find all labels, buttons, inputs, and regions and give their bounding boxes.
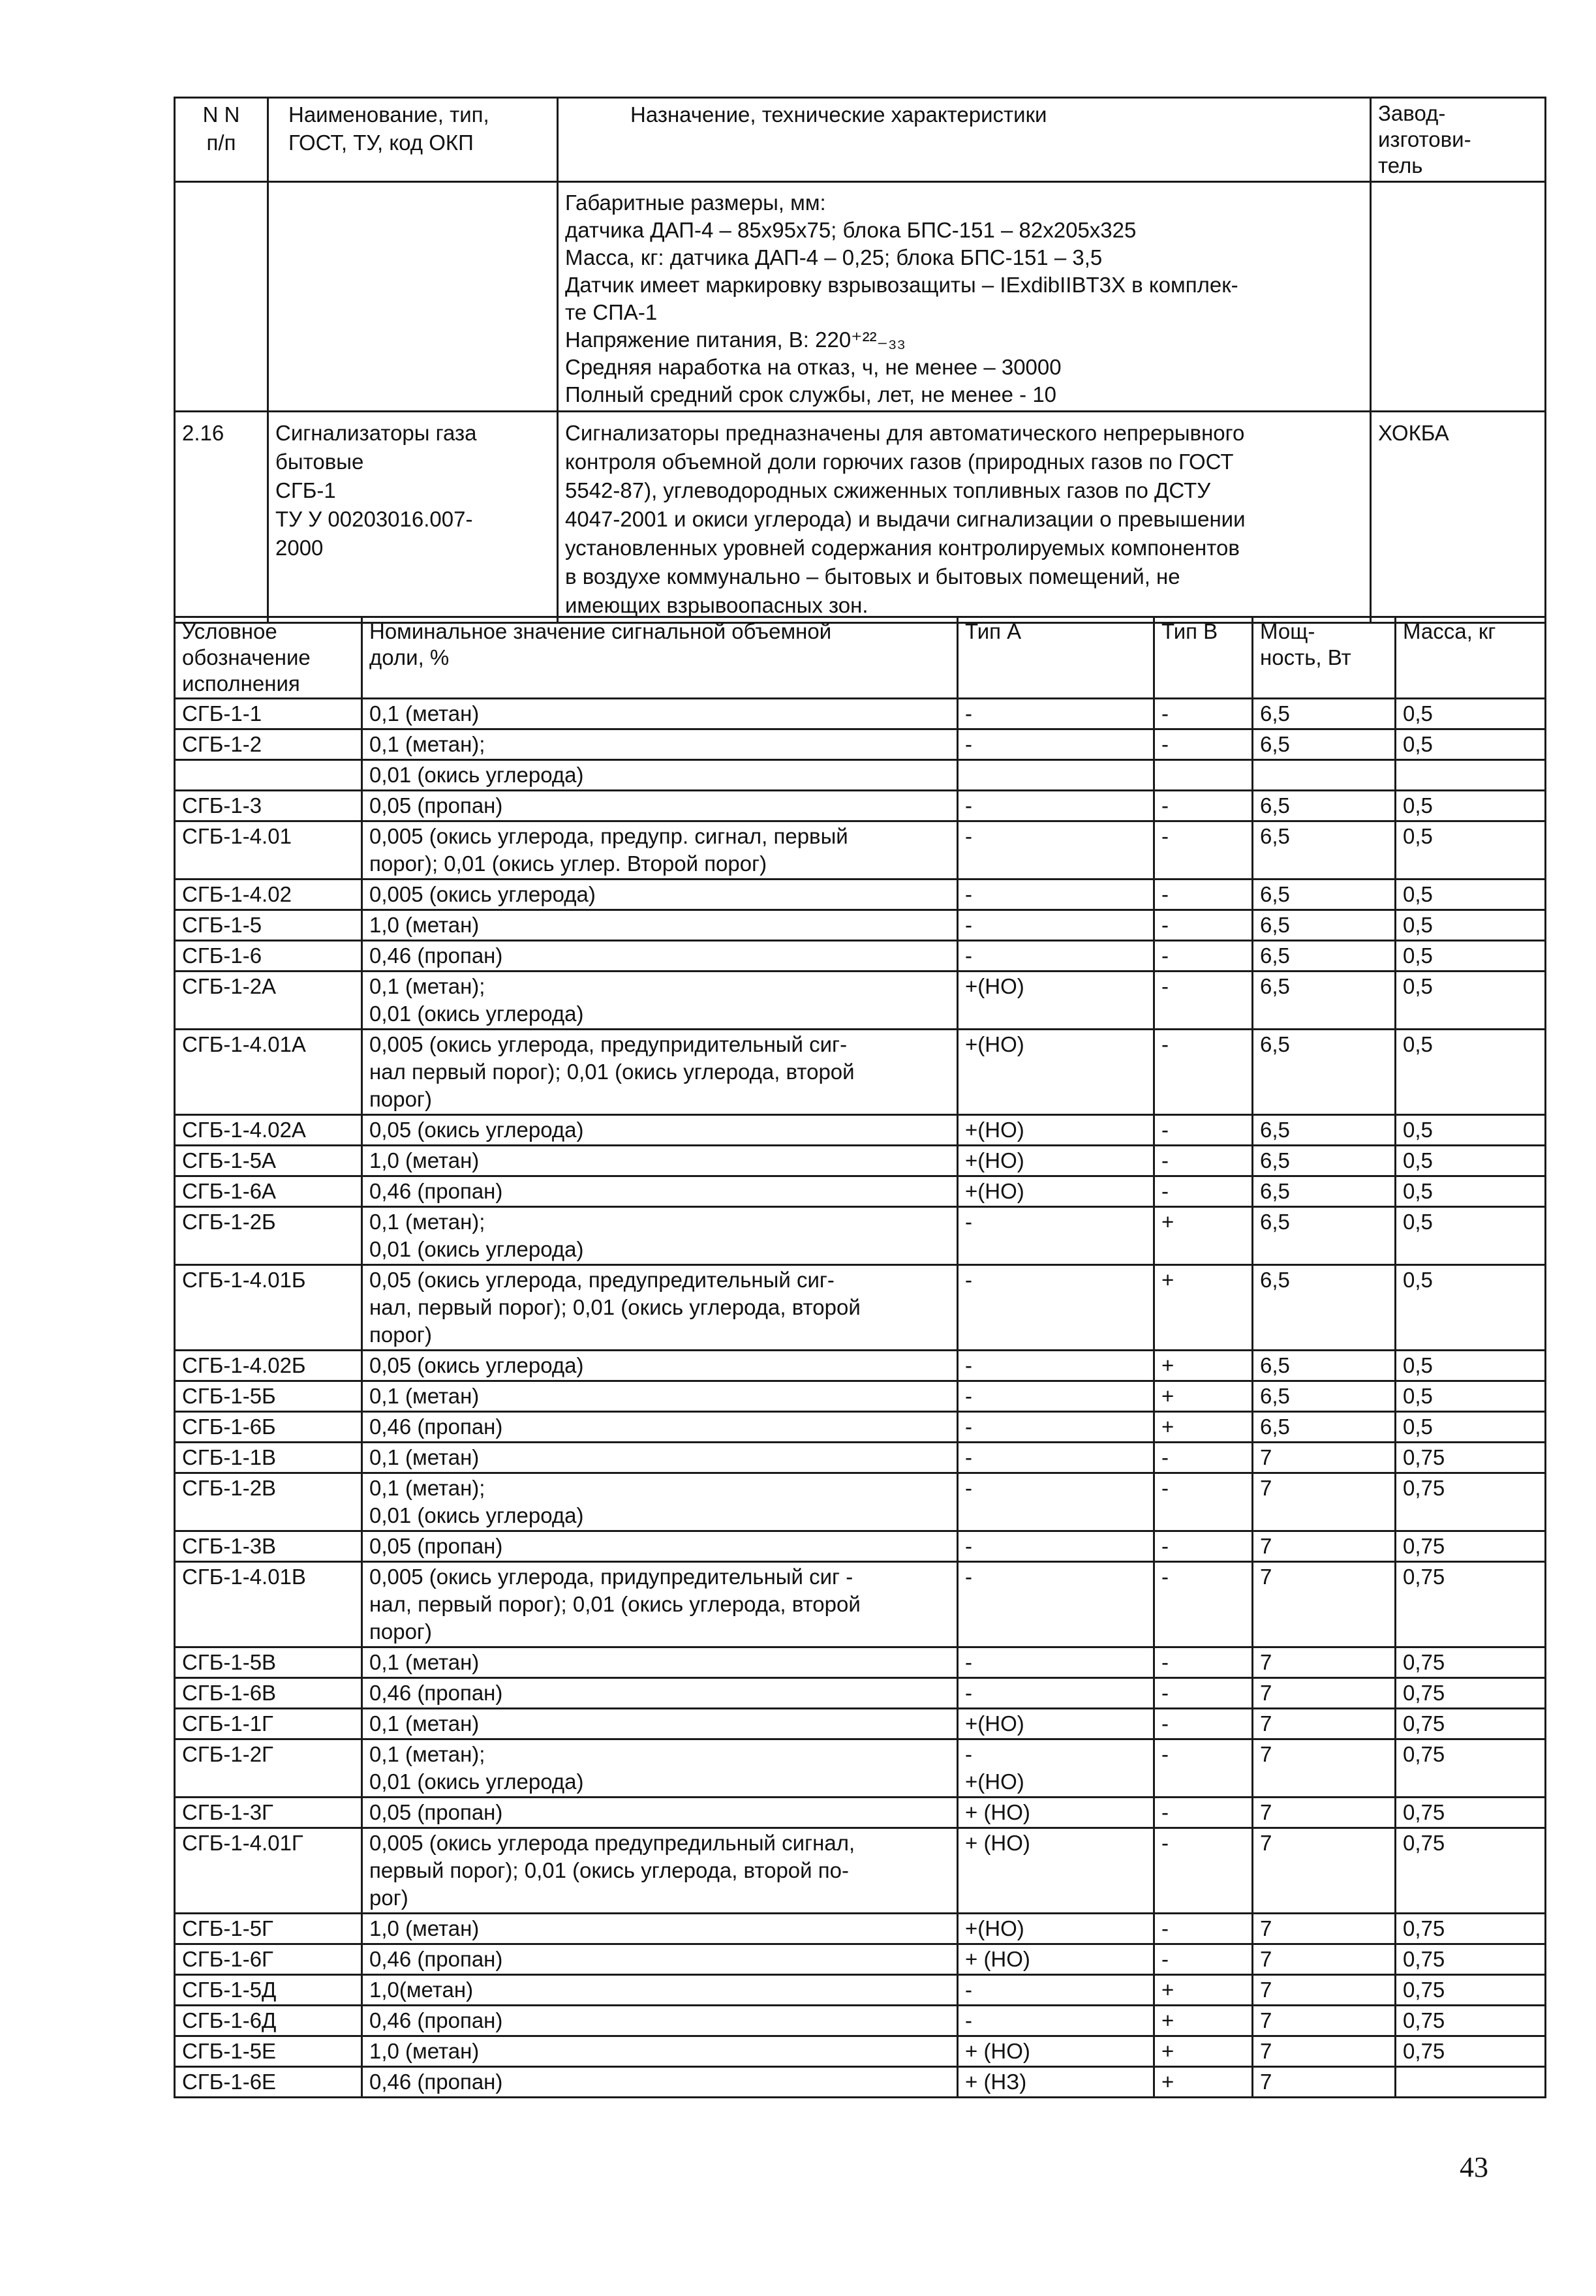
table-row [175,1381,1546,1412]
spec-cell-mass: 0,5 [1396,880,1546,910]
spec-cell-power: 7 [1253,1709,1396,1739]
spec-cell-designation: СГБ-1-6В [175,1678,362,1709]
spec-cell-mass: 0,5 [1396,1412,1546,1443]
spec-header-row [175,617,1546,699]
spec-cell-mass: 0,75 [1396,1828,1546,1914]
spec-cell-mass: 0,75 [1396,2006,1546,2036]
spec-cell-designation: СГБ-1-2А [175,972,362,1030]
spec-cell-mass: 0,5 [1396,1265,1546,1351]
header-name: Наименование, тип, ГОСТ, ТУ, код ОКП [268,98,558,182]
spec-cell-signal-value: 0,005 (окись углерода, предупр. сигнал, первый порог); 0,01 (окись углер. Второй порог) [362,821,958,880]
spec-cell-mass: 0,5 [1396,972,1546,1030]
spec-cell-type-a: - +(НО) [958,1739,1154,1798]
spec-cell-designation: СГБ-1-5Е [175,2036,362,2067]
spec-cell-mass: 0,5 [1396,821,1546,880]
spec-cell-signal-value: 0,1 (метан); [362,729,958,760]
spec-cell-power: 6,5 [1253,880,1396,910]
table-row [175,1709,1546,1739]
spec-cell-designation: СГБ-1-1 [175,699,362,729]
spec-cell-designation: СГБ-1-2Г [175,1739,362,1798]
spec-cell-mass: 0,5 [1396,1176,1546,1207]
spec-cell-type-a: - [958,1531,1154,1562]
spec-cell-type-b: - [1154,1531,1253,1562]
spec-cell-signal-value: 0,46 (пропан) [362,1412,958,1443]
spec-cell-mass [1396,760,1546,791]
spec-cell-signal-value: 0,05 (окись углерода) [362,1351,958,1381]
spec-cell-type-a: +(НО) [958,1709,1154,1739]
spec-cell-power: 7 [1253,1739,1396,1798]
table-row [175,821,1546,880]
spec-cell-type-a: - [958,1351,1154,1381]
spec-cell-designation: СГБ-1-6А [175,1176,362,1207]
spec-cell-mass: 0,75 [1396,1473,1546,1531]
header-num: N N п/п [175,98,268,182]
spec-cell-mass: 0,5 [1396,1115,1546,1146]
spec-cell-designation: СГБ-1-4.01В [175,1562,362,1647]
spec-cell-type-b: - [1154,791,1253,821]
spec-table [174,616,1546,2098]
table-row [175,880,1546,910]
spec-cell-type-a: - [958,821,1154,880]
table-row [175,1798,1546,1828]
spec-cell-type-b: + [1154,1381,1253,1412]
table-row [175,1562,1546,1647]
spec-cell-mass: 0,5 [1396,1030,1546,1115]
spec-cell-mass: 0,75 [1396,1678,1546,1709]
continuation-manufacturer [1371,182,1546,412]
spec-cell-type-a: - [958,910,1154,941]
item-num: 2.16 [175,412,268,623]
spec-cell-type-a: - [958,1412,1154,1443]
spec-cell-power: 7 [1253,1975,1396,2006]
spec-cell-type-a: + (НО) [958,1828,1154,1914]
spec-cell-type-a: + (НЗ) [958,2067,1154,2098]
table-row [175,1351,1546,1381]
spec-cell-signal-value: 0,05 (пропан) [362,791,958,821]
spec-cell-mass: 0,75 [1396,1647,1546,1678]
spec-cell-type-b: - [1154,1146,1253,1176]
spec-cell-type-a: - [958,1647,1154,1678]
continuation-num [175,182,268,412]
continuation-specs: Габаритные размеры, мм: датчика ДАП-4 – 85х95х75; блока БПС-151 – 82х205х325 Масса, кг: датчика ДАП-4 – 0,25; блока БПС-151 – 3,5 Датчик имеет маркировку взрывозащиты – IExdibIIBT3X в комплек- те СПА-1 Напряжение питания, В: 220⁺²²₋₃₃ Средняя наработка на отказ, ч, не менее – 30000 Полный средний срок службы, лет, не менее - 10 [558,182,1371,412]
spec-cell-designation: СГБ-1-5А [175,1146,362,1176]
spec-cell-designation: СГБ-1-5 [175,910,362,941]
spec-cell-mass: 0,5 [1396,699,1546,729]
spec-cell-designation: СГБ-1-5Д [175,1975,362,2006]
spec-cell-signal-value: 0,1 (метан) [362,1381,958,1412]
spec-cell-type-b: + [1154,1351,1253,1381]
spec-cell-type-a: +(НО) [958,1176,1154,1207]
spec-header-type-b: Тип В [1154,617,1253,699]
table-row [175,2006,1546,2036]
spec-cell-designation: СГБ-1-4.01А [175,1030,362,1115]
spec-cell-type-a: - [958,2006,1154,2036]
spec-cell-signal-value: 0,05 (пропан) [362,1531,958,1562]
spec-cell-mass: 0,5 [1396,1207,1546,1265]
spec-cell-signal-value: 0,01 (окись углерода) [362,760,958,791]
spec-cell-power: 7 [1253,2067,1396,2098]
table-row [175,1030,1546,1115]
spec-cell-type-b: - [1154,1473,1253,1531]
table-row [175,1678,1546,1709]
spec-cell-signal-value: 0,46 (пропан) [362,1944,958,1975]
table-row [175,941,1546,972]
spec-cell-designation: СГБ-1-1В [175,1443,362,1473]
spec-cell-power: 6,5 [1253,1265,1396,1351]
spec-cell-power: 7 [1253,1944,1396,1975]
spec-cell-designation: СГБ-1-5В [175,1647,362,1678]
table-row [175,1412,1546,1443]
spec-cell-power: 6,5 [1253,1146,1396,1176]
spec-cell-signal-value: 0,005 (окись углерода, предупридительный сиг- нал первый порог); 0,01 (окись углерода, второй порог) [362,1030,958,1115]
product-table [174,97,1546,624]
spec-cell-type-a [958,760,1154,791]
spec-cell-mass: 0,75 [1396,1443,1546,1473]
spec-cell-mass: 0,75 [1396,2036,1546,2067]
spec-cell-designation: СГБ-1-4.02 [175,880,362,910]
table-row [175,1975,1546,2006]
spec-cell-power: 6,5 [1253,699,1396,729]
spec-cell-type-b: + [1154,2036,1253,2067]
page-number: 43 [1460,2151,1488,2183]
spec-cell-type-b: - [1154,1678,1253,1709]
spec-cell-mass: 0,75 [1396,1975,1546,2006]
spec-cell-signal-value: 0,46 (пропан) [362,1176,958,1207]
spec-cell-signal-value: 0,1 (метан) [362,1709,958,1739]
spec-cell-power: 6,5 [1253,972,1396,1030]
table-row [175,1207,1546,1265]
spec-cell-power: 6,5 [1253,729,1396,760]
spec-cell-mass: 0,5 [1396,1146,1546,1176]
spec-cell-type-b: - [1154,910,1253,941]
table-row [175,1176,1546,1207]
table-row [175,1146,1546,1176]
spec-cell-signal-value: 1,0 (метан) [362,1914,958,1944]
spec-cell-mass: 0,75 [1396,1914,1546,1944]
table-row [175,699,1546,729]
spec-cell-power: 7 [1253,2036,1396,2067]
spec-cell-power: 6,5 [1253,910,1396,941]
spec-cell-signal-value: 0,46 (пропан) [362,1678,958,1709]
spec-cell-signal-value: 1,0(метан) [362,1975,958,2006]
item-name: Сигнализаторы газа бытовые СГБ-1 ТУ У 00203016.007- 2000 [268,412,558,623]
spec-cell-power: 7 [1253,1828,1396,1914]
spec-cell-power: 7 [1253,1914,1396,1944]
spec-cell-power: 6,5 [1253,1381,1396,1412]
spec-cell-type-a: +(НО) [958,1030,1154,1115]
spec-cell-signal-value: 1,0 (метан) [362,1146,958,1176]
spec-cell-mass: 0,75 [1396,1531,1546,1562]
spec-cell-mass: 0,75 [1396,1562,1546,1647]
spec-cell-type-a: +(НО) [958,1146,1154,1176]
spec-cell-type-a: - [958,1678,1154,1709]
table-row [175,1647,1546,1678]
spec-cell-designation: СГБ-1-6Е [175,2067,362,2098]
spec-cell-signal-value: 0,05 (пропан) [362,1798,958,1828]
spec-cell-type-b: - [1154,1739,1253,1798]
item-manufacturer: ХОКБА [1371,412,1546,623]
spec-cell-mass: 0,5 [1396,729,1546,760]
spec-cell-mass: 0,5 [1396,941,1546,972]
spec-cell-power [1253,760,1396,791]
spec-cell-power: 6,5 [1253,1030,1396,1115]
table-row [175,2067,1546,2098]
spec-cell-designation: СГБ-1-1Г [175,1709,362,1739]
spec-cell-designation: СГБ-1-2В [175,1473,362,1531]
spec-cell-signal-value: 0,005 (окись углерода предупредильный сигнал, первый порог); 0,01 (окись углерода, второй по- рог) [362,1828,958,1914]
spec-cell-power: 7 [1253,1562,1396,1647]
spec-cell-power: 7 [1253,1531,1396,1562]
spec-cell-type-b: - [1154,972,1253,1030]
spec-cell-mass: 0,5 [1396,1381,1546,1412]
spec-cell-designation: СГБ-1-5Г [175,1914,362,1944]
spec-cell-power: 7 [1253,1678,1396,1709]
spec-cell-mass: 0,75 [1396,1739,1546,1798]
spec-cell-type-b: - [1154,1115,1253,1146]
spec-cell-designation: СГБ-1-6 [175,941,362,972]
spec-cell-type-a: - [958,1381,1154,1412]
spec-cell-signal-value: 0,1 (метан) [362,1647,958,1678]
table-row [175,2036,1546,2067]
spec-cell-power: 6,5 [1253,1207,1396,1265]
spec-cell-designation: СГБ-1-6Д [175,2006,362,2036]
spec-cell-power: 7 [1253,2006,1396,2036]
spec-header-type-a: Тип А [958,617,1154,699]
spec-cell-type-a: - [958,880,1154,910]
spec-cell-designation: СГБ-1-4.01Б [175,1265,362,1351]
table-row [175,1265,1546,1351]
spec-cell-signal-value: 1,0 (метан) [362,2036,958,2067]
spec-cell-type-b [1154,760,1253,791]
table-row [175,1473,1546,1531]
spec-cell-mass: 0,75 [1396,1798,1546,1828]
spec-cell-power: 6,5 [1253,1412,1396,1443]
spec-cell-type-a: + (НО) [958,1798,1154,1828]
item-purpose: Сигнализаторы предназначены для автоматического непрерывного контроля объемной доли горючих газов (природных газов по ГОСТ 5542-87), углеводородных сжиженных топливных газов по ДСТУ 4047-2001 и окиси углерода) и выдачи сигнализации о превышении установленных уровней содержания контролируемых компонентов в воздухе коммунально – бытовых и бытовых помещений, не имеющих взрывоопасных зон. [558,412,1371,623]
spec-header-mass: Масса, кг [1396,617,1546,699]
spec-header-signal-value: Номинальное значение сигнальной объемной доли, % [362,617,958,699]
header-purpose: Назначение, технические характеристики [558,98,1371,182]
spec-cell-mass: 0,75 [1396,1944,1546,1975]
spec-cell-type-b: + [1154,1265,1253,1351]
spec-cell-power: 7 [1253,1798,1396,1828]
spec-cell-power: 7 [1253,1647,1396,1678]
spec-cell-type-a: - [958,791,1154,821]
spec-cell-power: 6,5 [1253,1115,1396,1146]
spec-cell-type-a: - [958,1207,1154,1265]
spec-cell-type-a: + (НО) [958,2036,1154,2067]
spec-cell-type-a: - [958,699,1154,729]
spec-cell-type-b: - [1154,1944,1253,1975]
spec-cell-type-a: - [958,729,1154,760]
table-row [175,760,1546,791]
item-row [175,412,1546,623]
spec-cell-power: 6,5 [1253,941,1396,972]
spec-cell-power: 6,5 [1253,1176,1396,1207]
spec-cell-type-b: - [1154,821,1253,880]
continuation-row [175,182,1546,412]
spec-header-designation: Условное обозначение исполнения [175,617,362,699]
table-row [175,1944,1546,1975]
spec-cell-designation: СГБ-1-3В [175,1531,362,1562]
spec-cell-signal-value: 0,005 (окись углерода) [362,880,958,910]
table-row [175,972,1546,1030]
spec-cell-type-b: + [1154,2067,1253,2098]
spec-header-power: Мощ- ность, Вт [1253,617,1396,699]
spec-cell-type-b: + [1154,1207,1253,1265]
spec-cell-signal-value: 0,005 (окись углерода, придупредительный сиг - нал, первый порог); 0,01 (окись углерода, второй порог) [362,1562,958,1647]
spec-cell-designation: СГБ-1-2Б [175,1207,362,1265]
spec-cell-designation [175,760,362,791]
spec-cell-type-a: +(НО) [958,1914,1154,1944]
table-header-row [175,98,1546,182]
spec-cell-mass: 0,75 [1396,1709,1546,1739]
spec-cell-type-b: - [1154,1828,1253,1914]
spec-cell-designation: СГБ-1-2 [175,729,362,760]
spec-cell-type-b: - [1154,729,1253,760]
header-manufacturer: Завод- изготови- тель [1371,98,1546,182]
spec-cell-power: 7 [1253,1473,1396,1531]
spec-cell-power: 6,5 [1253,791,1396,821]
spec-cell-type-b: - [1154,880,1253,910]
spec-cell-mass: 0,5 [1396,1351,1546,1381]
spec-cell-signal-value: 0,46 (пропан) [362,941,958,972]
spec-cell-type-b: - [1154,1709,1253,1739]
spec-cell-type-b: - [1154,1914,1253,1944]
table-row [175,1828,1546,1914]
spec-cell-type-a: - [958,941,1154,972]
spec-cell-designation: СГБ-1-3Г [175,1798,362,1828]
spec-cell-signal-value: 1,0 (метан) [362,910,958,941]
table-row [175,1443,1546,1473]
spec-cell-signal-value: 0,1 (метан); 0,01 (окись углерода) [362,1739,958,1798]
spec-cell-designation: СГБ-1-3 [175,791,362,821]
spec-cell-type-a: - [958,1473,1154,1531]
spec-cell-type-b: + [1154,1975,1253,2006]
table-row [175,1531,1546,1562]
spec-cell-designation: СГБ-1-4.01 [175,821,362,880]
spec-cell-type-a: +(НО) [958,972,1154,1030]
spec-cell-signal-value: 0,46 (пропан) [362,2067,958,2098]
spec-cell-type-b: + [1154,1412,1253,1443]
table-row [175,1115,1546,1146]
spec-cell-designation: СГБ-1-4.01Г [175,1828,362,1914]
spec-cell-signal-value: 0,46 (пропан) [362,2006,958,2036]
spec-cell-type-a: - [958,1975,1154,2006]
spec-cell-designation: СГБ-1-4.02А [175,1115,362,1146]
spec-cell-signal-value: 0,1 (метан); 0,01 (окись углерода) [362,972,958,1030]
spec-cell-power: 6,5 [1253,1351,1396,1381]
spec-cell-type-b: - [1154,1562,1253,1647]
spec-cell-type-a: - [958,1443,1154,1473]
table-row [175,910,1546,941]
continuation-name [268,182,558,412]
spec-cell-type-b: - [1154,1647,1253,1678]
spec-cell-type-a: + (НО) [958,1944,1154,1975]
spec-cell-type-b: - [1154,941,1253,972]
spec-cell-designation: СГБ-1-6Б [175,1412,362,1443]
table-row [175,1739,1546,1798]
spec-cell-mass [1396,2067,1546,2098]
spec-cell-mass: 0,5 [1396,910,1546,941]
spec-cell-type-b: - [1154,1030,1253,1115]
spec-cell-type-a: - [958,1562,1154,1647]
spec-cell-power: 7 [1253,1443,1396,1473]
spec-cell-signal-value: 0,05 (окись углерода, предупредительный сиг- нал, первый порог); 0,01 (окись углерода, второй порог) [362,1265,958,1351]
spec-cell-type-a: - [958,1265,1154,1351]
spec-cell-type-b: - [1154,699,1253,729]
table-row [175,1914,1546,1944]
spec-cell-type-b: - [1154,1176,1253,1207]
spec-cell-designation: СГБ-1-5Б [175,1381,362,1412]
spec-cell-signal-value: 0,1 (метан); 0,01 (окись углерода) [362,1473,958,1531]
spec-cell-signal-value: 0,1 (метан) [362,699,958,729]
spec-cell-type-a: +(НО) [958,1115,1154,1146]
spec-cell-signal-value: 0,05 (окись углерода) [362,1115,958,1146]
spec-cell-power: 6,5 [1253,821,1396,880]
spec-cell-type-b: - [1154,1798,1253,1828]
spec-cell-signal-value: 0,1 (метан); 0,01 (окись углерода) [362,1207,958,1265]
spec-cell-signal-value: 0,1 (метан) [362,1443,958,1473]
table-row [175,729,1546,760]
spec-cell-designation: СГБ-1-4.02Б [175,1351,362,1381]
spec-cell-designation: СГБ-1-6Г [175,1944,362,1975]
spec-cell-mass: 0,5 [1396,791,1546,821]
table-row [175,791,1546,821]
spec-cell-type-b: - [1154,1443,1253,1473]
spec-cell-type-b: + [1154,2006,1253,2036]
